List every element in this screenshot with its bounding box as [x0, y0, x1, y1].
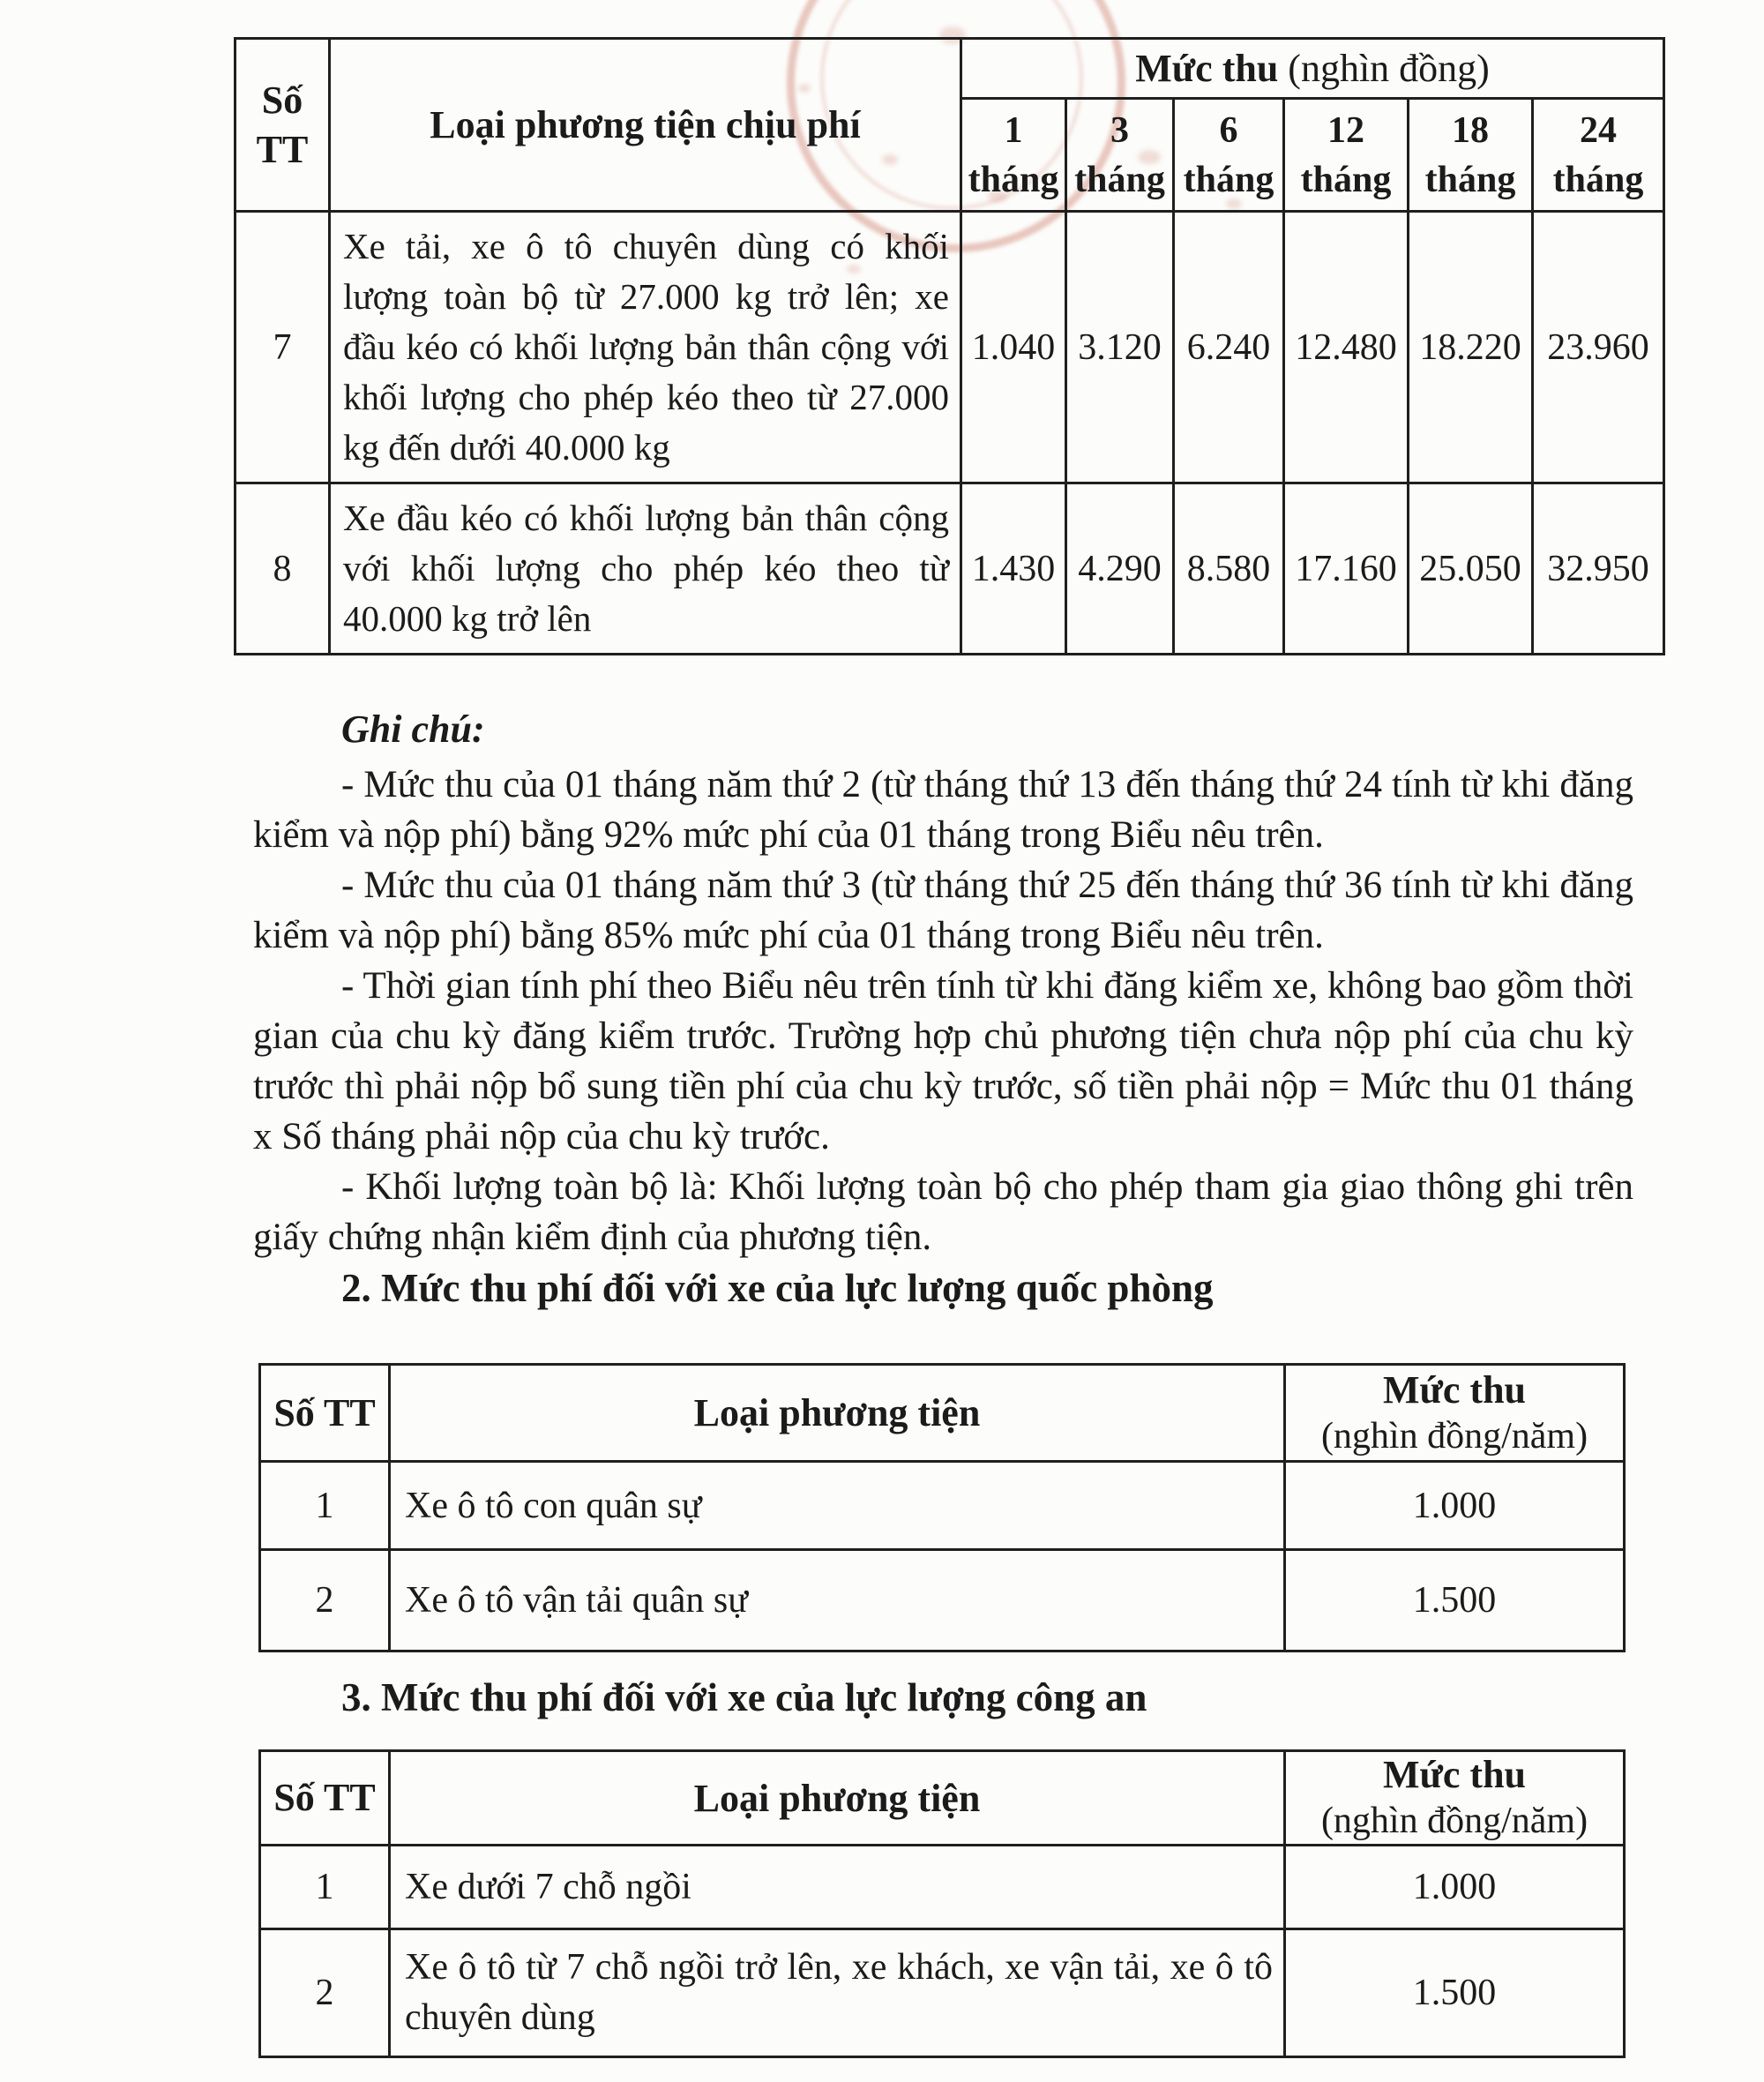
fee-group-label: Mức thu: [1135, 47, 1279, 90]
col-header-fee: [1285, 1751, 1625, 1846]
row-stt: 2: [260, 1929, 390, 2057]
col-header-12-month: [1284, 99, 1409, 212]
col-header-24-month: [1533, 99, 1664, 212]
col-header-stt: Số TT: [260, 1365, 390, 1462]
month-label: tháng: [1424, 159, 1516, 200]
col-header-vehicle-type: Loại phương tiện: [390, 1365, 1285, 1462]
note-item: - Mức thu của 01 tháng năm thứ 3 (từ tháng thứ 25 đến tháng thứ 36 tính từ khi đăng kiểm và nộp phí) bằng 85% mức phí của 01 tháng trong Biểu nêu trên.: [253, 865, 1633, 956]
month-num: 18: [1452, 109, 1489, 151]
notes-section: [253, 704, 1633, 1262]
note-item: - Khối lượng toàn bộ là: Khối lượng toàn bộ cho phép tham gia giao thông ghi trên giấy chứng nhận kiểm định của phương tiện.: [253, 1166, 1633, 1258]
row8-stt: 8: [235, 483, 330, 655]
row-vehicle-description: Xe ô tô con quân sự: [390, 1462, 1285, 1550]
row8-fee-6-month: 8.580: [1174, 483, 1284, 655]
row7-fee-18-month: 18.220: [1409, 212, 1533, 483]
col-header-18-month: [1409, 99, 1533, 212]
month-num: 3: [1110, 109, 1129, 151]
month-num: 24: [1580, 109, 1618, 151]
month-num: 1: [1004, 109, 1023, 151]
col-header-vehicle-type: Loại phương tiện chịu phí: [330, 39, 961, 212]
stt-header-line1: Số: [261, 78, 303, 122]
table-row: [260, 1846, 1625, 1929]
row-fee: 1.000: [1285, 1462, 1625, 1550]
month-num: 6: [1219, 109, 1238, 151]
row-vehicle-description: Xe dưới 7 chỗ ngồi: [390, 1846, 1285, 1929]
row-fee: 1.000: [1285, 1846, 1625, 1929]
month-num: 12: [1327, 109, 1364, 151]
table-row: [260, 1550, 1625, 1651]
row8-fee-1-month: 1.430: [961, 483, 1066, 655]
row-fee: 1.500: [1285, 1550, 1625, 1651]
table-row: [235, 483, 1664, 655]
row-stt: 2: [260, 1550, 390, 1651]
row-vehicle-description: Xe ô tô vận tải quân sự: [390, 1550, 1285, 1651]
section-3-heading: 3. Mức thu phí đối với xe của lực lượng công an: [341, 1675, 1147, 1719]
row7-vehicle-description: Xe tải, xe ô tô chuyên dùng có khối lượng toàn bộ từ 27.000 kg trở lên; xe đầu kéo có khối lượng bản thân cộng với khối lượng cho phép kéo theo từ 27.000 kg đến dưới 40.000 kg: [330, 212, 961, 483]
row7-stt: 7: [235, 212, 330, 483]
col-header-3-month: [1066, 99, 1174, 212]
row-stt: 1: [260, 1846, 390, 1929]
col-header-6-month: [1174, 99, 1284, 212]
row7-fee-3-month: 3.120: [1066, 212, 1174, 483]
row7-fee-1-month: 1.040: [961, 212, 1066, 483]
fee-header-line2: (nghìn đồng/năm): [1320, 1415, 1588, 1457]
fee-header-line1: Mức thu: [1382, 1367, 1527, 1412]
row-fee: 1.500: [1285, 1929, 1625, 2057]
month-label: tháng: [1552, 159, 1644, 200]
row-vehicle-description: Xe ô tô từ 7 chỗ ngồi trở lên, xe khách, xe vận tải, xe ô tô chuyên dùng: [390, 1929, 1285, 2057]
row7-fee-6-month: 6.240: [1174, 212, 1284, 483]
military-vehicle-fee-table: [258, 1363, 1626, 1652]
monthly-fee-table: [234, 37, 1665, 655]
month-label: tháng: [968, 159, 1059, 200]
row7-fee-24-month: 23.960: [1533, 212, 1664, 483]
row7-fee-12-month: 12.480: [1284, 212, 1409, 483]
col-header-stt: Số TT: [260, 1751, 390, 1846]
fee-header-line2: (nghìn đồng/năm): [1320, 1801, 1588, 1841]
col-header-stt: [235, 39, 330, 212]
notes-title: Ghi chú:: [341, 708, 485, 751]
col-header-fee: [1285, 1365, 1625, 1462]
table-row: [260, 1929, 1625, 2057]
note-item: - Mức thu của 01 tháng năm thứ 2 (từ tháng thứ 13 đến tháng thứ 24 tính từ khi đăng kiểm và nộp phí) bằng 92% mức phí của 01 tháng trong Biểu nêu trên.: [253, 764, 1633, 856]
police-vehicle-fee-table: [258, 1749, 1626, 2058]
month-label: tháng: [1183, 159, 1274, 200]
note-item: - Thời gian tính phí theo Biểu nêu trên tính từ khi đăng kiểm xe, không bao gồm thời gian của chu kỳ đăng kiểm trước. Trường hợp chủ phương tiện chưa nộp phí của chu kỳ trước thì phải nộp bổ sung tiền phí của chu kỳ trước, số tiền phải nộp = Mức thu 01 tháng x Số tháng phải nộp của chu kỳ trước.: [253, 965, 1633, 1157]
col-header-fee-group: [961, 39, 1664, 99]
row8-fee-24-month: 32.950: [1533, 483, 1664, 655]
row-stt: 1: [260, 1462, 390, 1550]
row8-fee-12-month: 17.160: [1284, 483, 1409, 655]
col-header-1-month: [961, 99, 1066, 212]
section-2-heading: 2. Mức thu phí đối với xe của lực lượng quốc phòng: [341, 1266, 1214, 1310]
row8-fee-3-month: 4.290: [1066, 483, 1174, 655]
table-row: [260, 1462, 1625, 1550]
row8-fee-18-month: 25.050: [1409, 483, 1533, 655]
month-label: tháng: [1300, 159, 1392, 200]
fee-group-unit: (nghìn đồng): [1288, 47, 1490, 90]
stt-header-line2: TT: [256, 127, 309, 171]
row8-vehicle-description: Xe đầu kéo có khối lượng bản thân cộng với khối lượng cho phép kéo theo từ 40.000 kg trở lên: [330, 483, 961, 655]
fee-header-line1: Mức thu: [1382, 1753, 1527, 1796]
col-header-vehicle-type: Loại phương tiện: [390, 1751, 1285, 1846]
month-label: tháng: [1074, 159, 1165, 200]
table-row: [235, 212, 1664, 483]
